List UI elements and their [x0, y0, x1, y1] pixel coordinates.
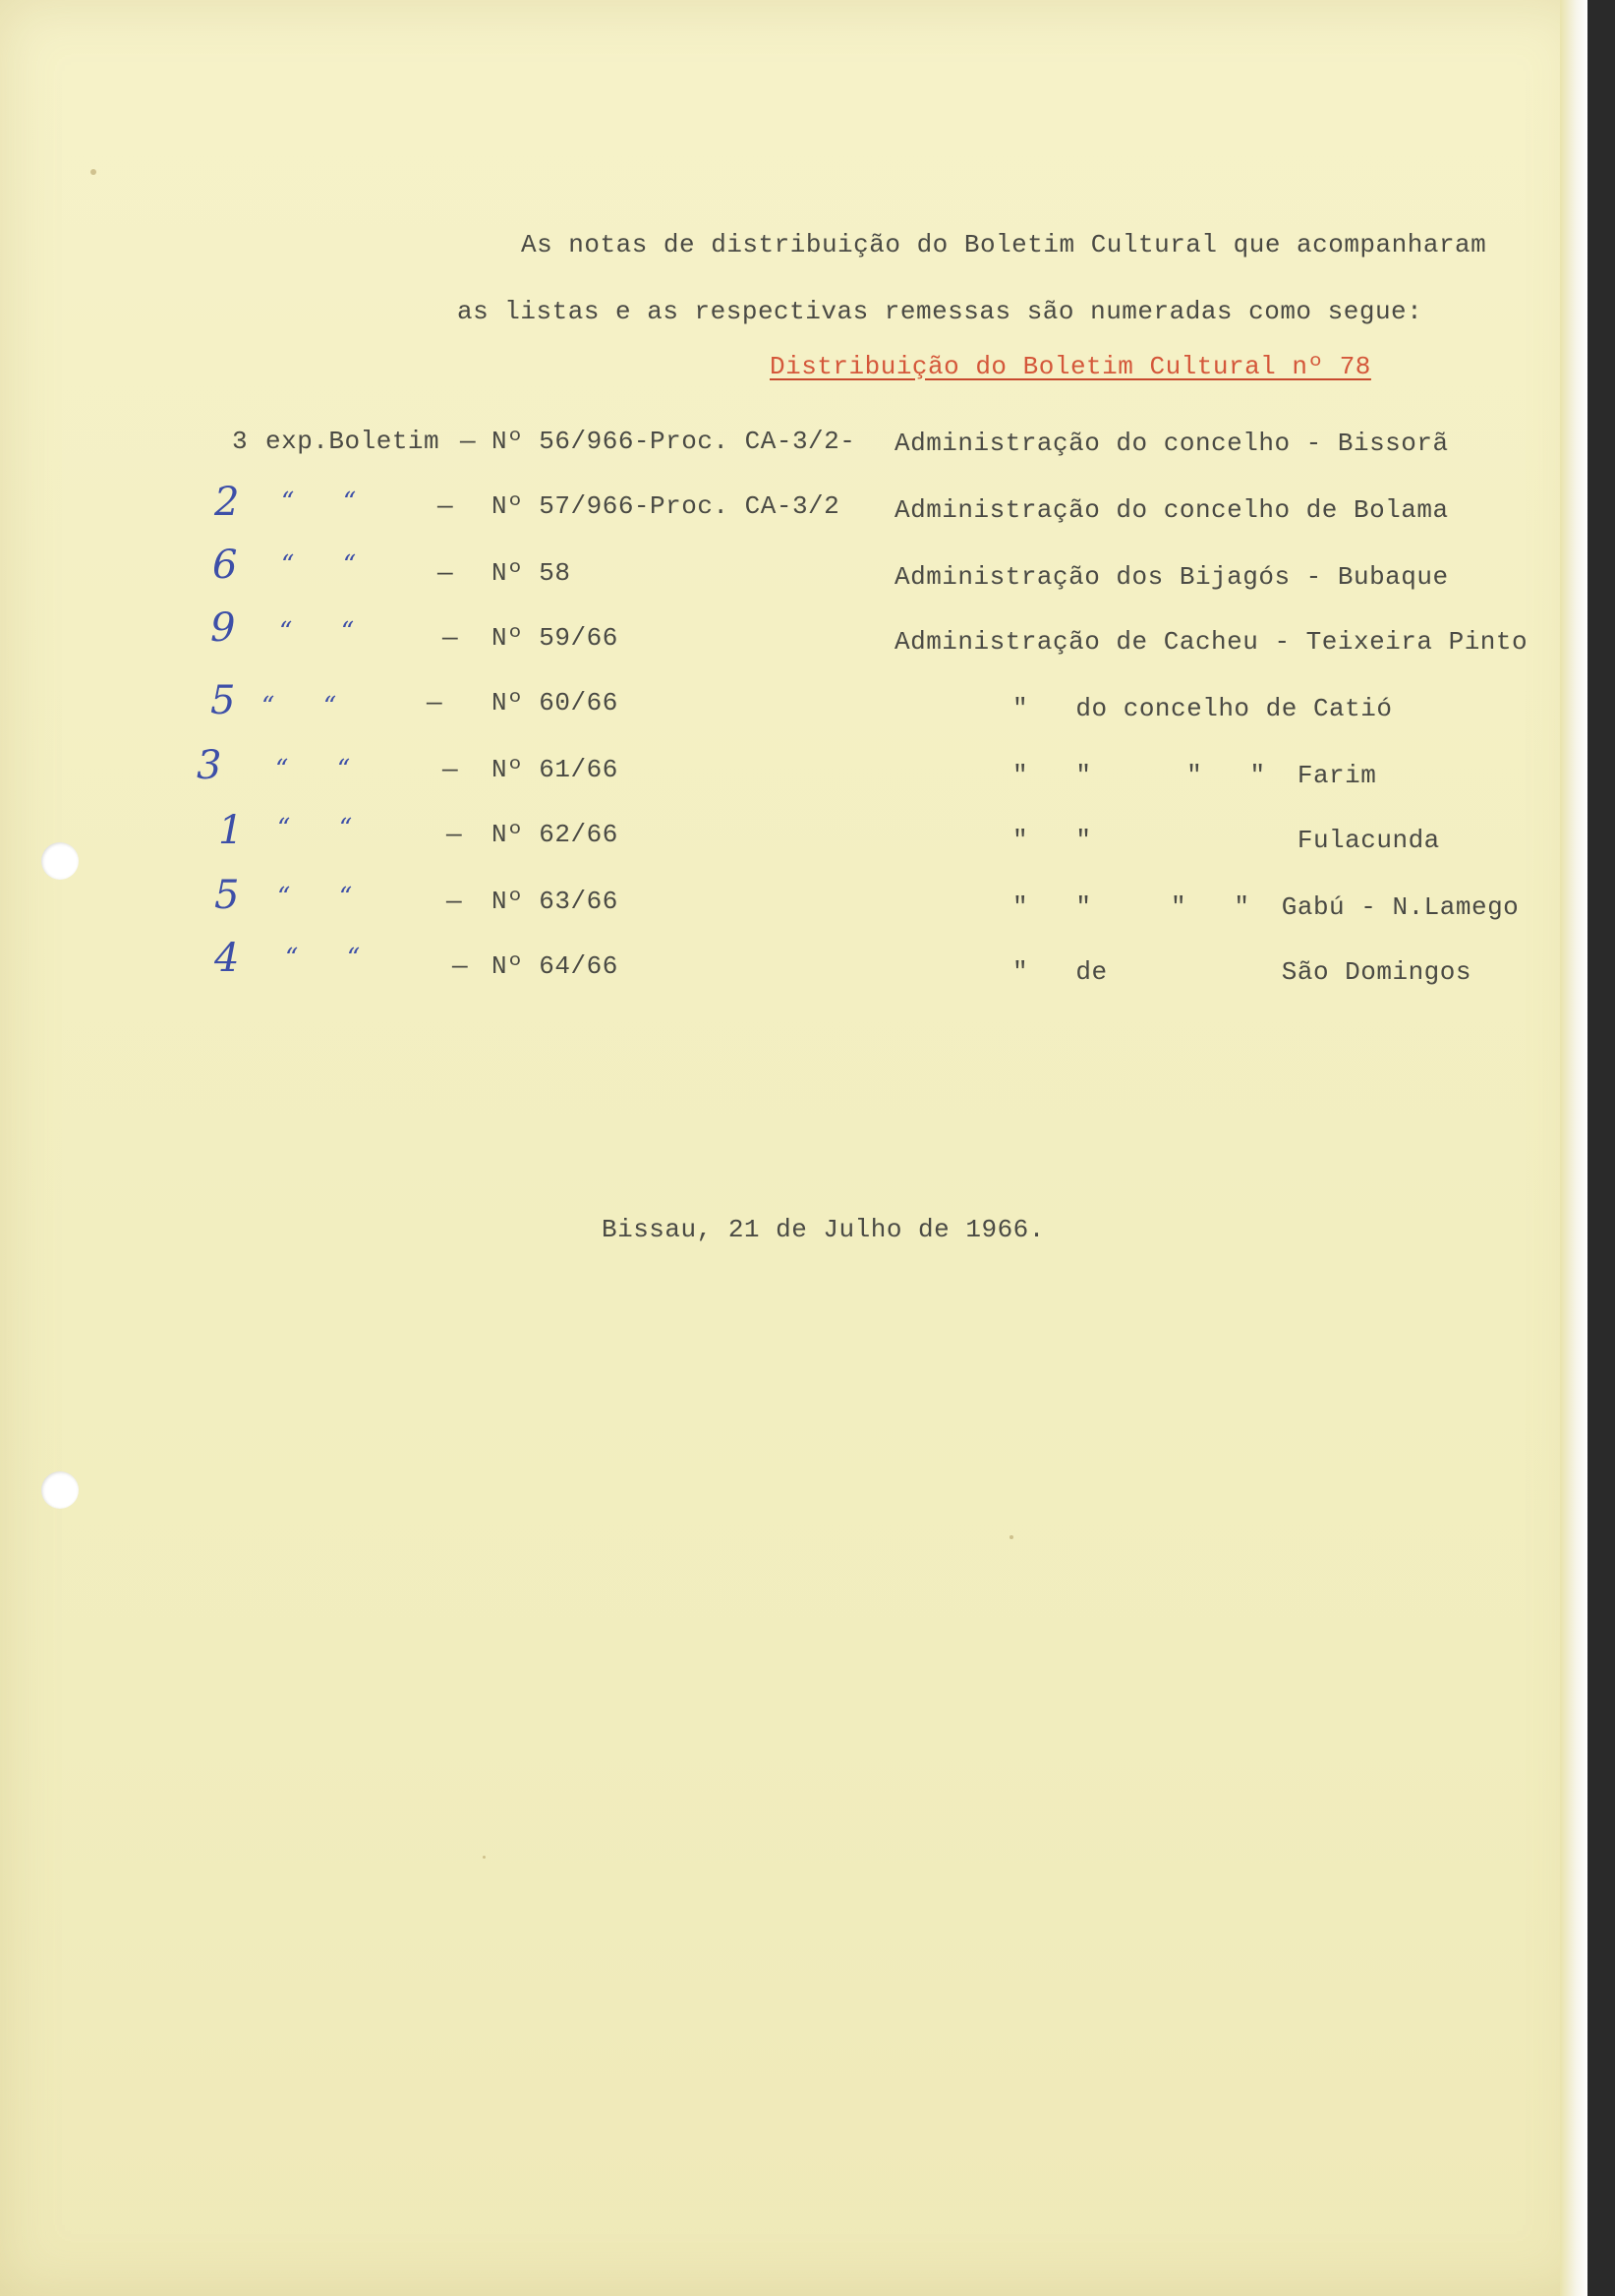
row-dash: — — [437, 491, 454, 521]
row-destination: Administração do concelho de Bolama — [894, 495, 1449, 525]
ditto-marks: “ “ — [285, 944, 361, 973]
handwritten-count: 5 — [210, 678, 236, 723]
row-prefix: exp.Boletim — [265, 427, 440, 456]
ditto-marks: “ “ — [279, 617, 355, 647]
row-destination: " " Fulacunda — [1012, 826, 1440, 855]
punch-hole-bottom — [41, 1471, 79, 1509]
ditto-marks: “ “ — [281, 488, 357, 517]
row-reference: Nº 58 — [491, 558, 571, 588]
row-count: 3 — [232, 427, 249, 456]
row-reference: Nº 60/66 — [491, 688, 618, 718]
paper-speck — [1009, 1535, 1013, 1539]
ditto-marks: “ “ — [281, 550, 357, 580]
row-reference: Nº 59/66 — [491, 623, 618, 653]
row-dash: — — [442, 623, 459, 653]
handwritten-count: 6 — [212, 543, 238, 588]
row-reference: Nº 57/966-Proc. CA-3/2 — [491, 491, 840, 521]
row-reference: Nº 56/966-Proc. CA-3/2- — [491, 427, 856, 456]
ditto-marks: “ “ — [275, 755, 351, 784]
row-dash: — — [442, 755, 459, 784]
row-destination: " " " " Farim — [1012, 761, 1377, 790]
paper-speck — [483, 1856, 486, 1859]
place-date: Bissau, 21 de Julho de 1966. — [602, 1215, 1045, 1244]
row-reference: Nº 63/66 — [491, 887, 618, 916]
handwritten-count: 1 — [218, 808, 244, 853]
row-dash: — — [452, 951, 469, 981]
handwritten-count: 9 — [210, 605, 236, 651]
handwritten-count: 5 — [214, 873, 240, 918]
punch-hole-top — [41, 842, 79, 880]
row-destination: Administração dos Bijagós - Bubaque — [894, 562, 1449, 592]
ditto-marks: “ “ — [277, 883, 353, 912]
row-destination: " " " " Gabú - N.Lamego — [1012, 892, 1520, 922]
intro-line-1: As notas de distribuição do Boletim Cultural que acompanharam — [521, 230, 1487, 259]
row-destination: " do concelho de Catió — [1012, 694, 1393, 723]
intro-line-2: as listas e as respectivas remessas são numeradas como segue: — [457, 297, 1423, 326]
ditto-marks: “ “ — [277, 814, 353, 843]
row-reference: Nº 62/66 — [491, 820, 618, 849]
handwritten-count: 3 — [197, 743, 222, 788]
ditto-marks: “ “ — [261, 692, 337, 721]
row-dash: — — [437, 558, 454, 588]
row-destination: Administração de Cacheu - Teixeira Pinto — [894, 627, 1528, 657]
torn-right-edge — [1560, 0, 1587, 2296]
row-dash: — — [446, 887, 463, 916]
handwritten-count: 2 — [214, 480, 240, 525]
row-dash: — — [427, 688, 443, 718]
paper-speck — [90, 169, 96, 175]
row-destination: " de São Domingos — [1012, 957, 1471, 987]
row-reference: Nº 64/66 — [491, 951, 618, 981]
row-dash: — — [446, 820, 463, 849]
distribution-heading: Distribuição do Boletim Cultural nº 78 — [770, 352, 1371, 381]
row-destination: Administração do concelho - Bissorã — [894, 429, 1449, 458]
row-reference: Nº 61/66 — [491, 755, 618, 784]
handwritten-count: 4 — [214, 936, 240, 981]
row-dash: — — [460, 427, 477, 456]
